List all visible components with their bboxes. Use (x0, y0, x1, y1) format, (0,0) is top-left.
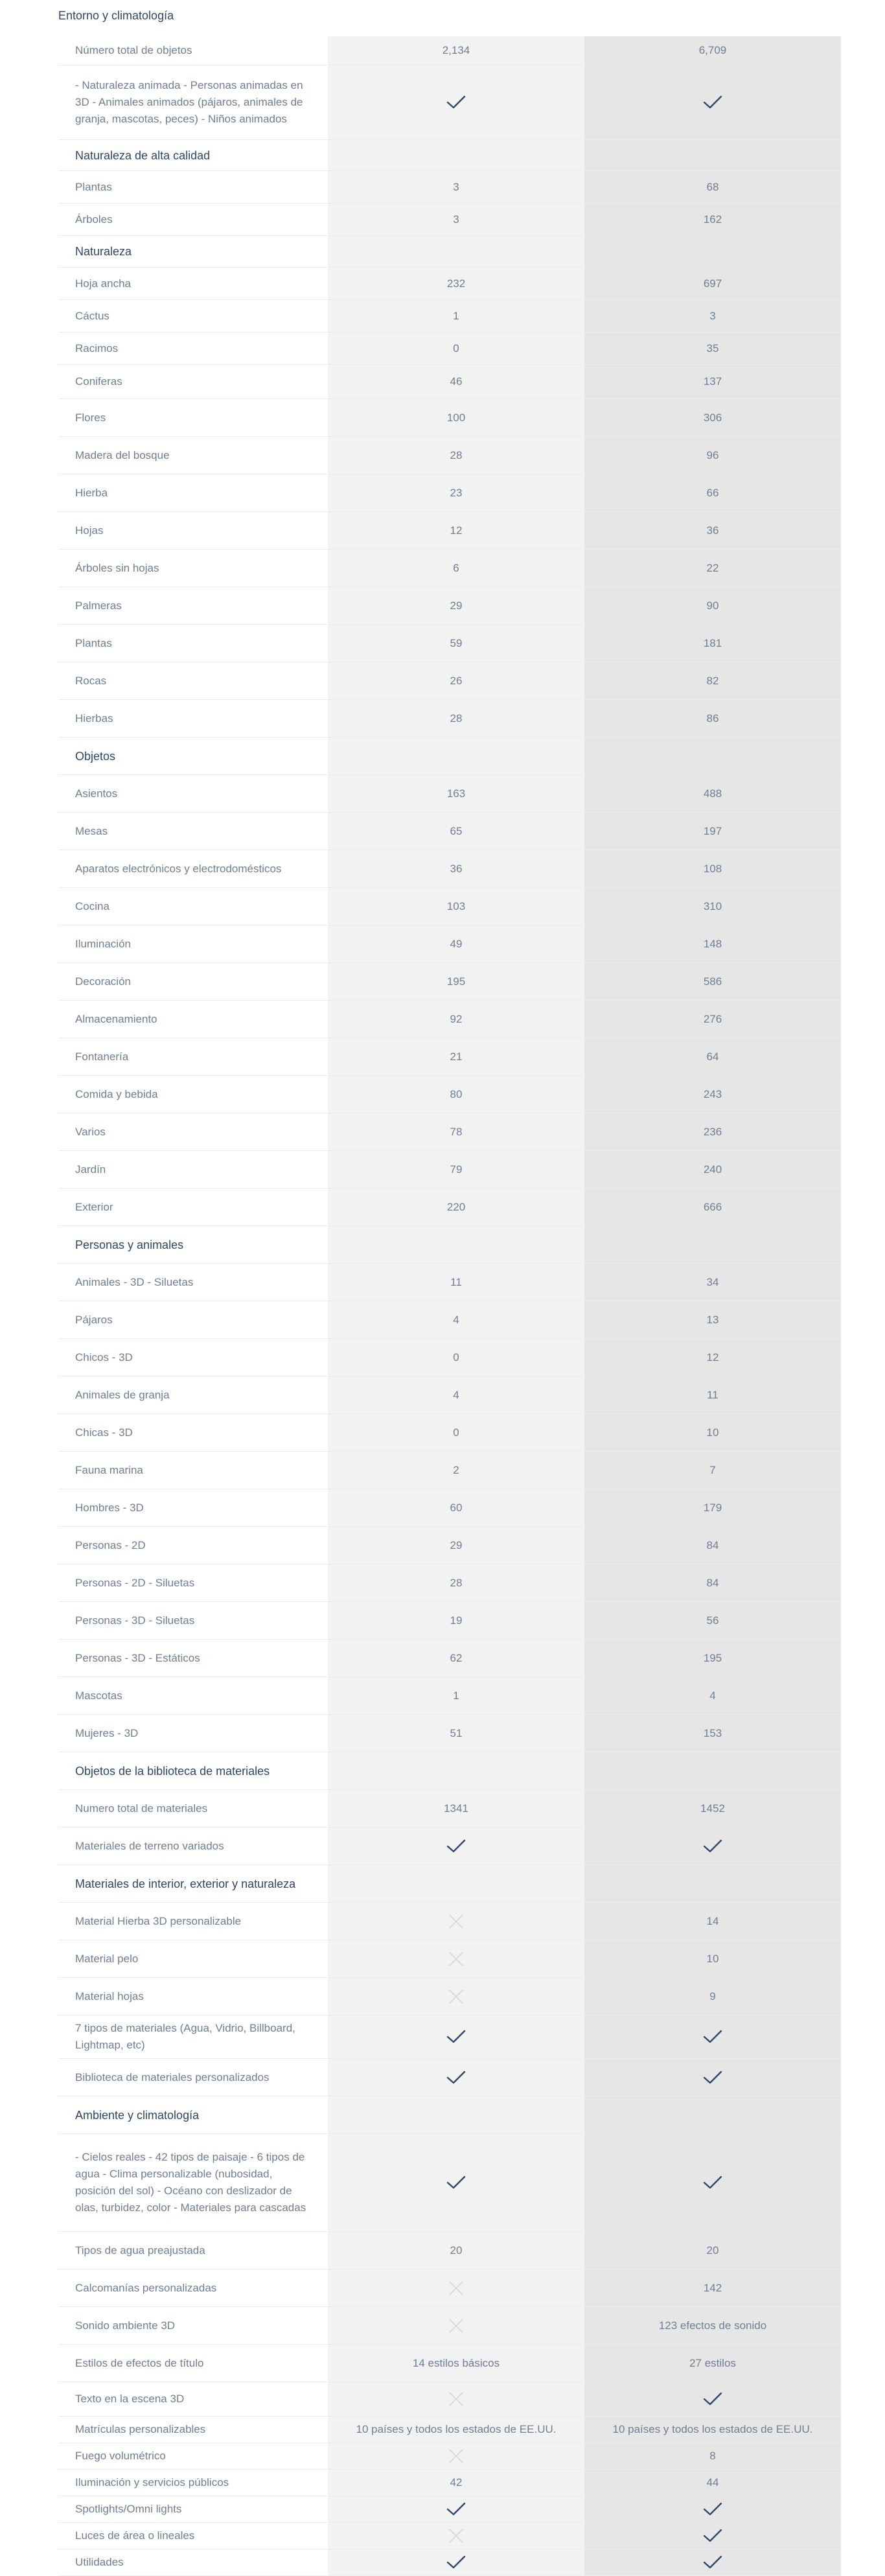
row-label: Exterior (75, 1200, 113, 1213)
empty-cell (584, 737, 841, 774)
row-label: Material Hierba 3D personalizable (75, 1914, 242, 1927)
row-label: Luces de área o lineales (75, 2529, 195, 2542)
table-row (58, 399, 841, 437)
table-row (58, 625, 841, 662)
x-icon (328, 2523, 584, 2549)
empty-cell (584, 1865, 841, 1902)
row-label: Racimos (75, 342, 119, 354)
table-row (58, 1790, 841, 1828)
table-row (58, 775, 841, 813)
row-label: Chicas - 3D (75, 1426, 133, 1439)
cell-value: 28 (450, 448, 463, 461)
empty-cell (328, 1226, 584, 1263)
cell-value: 240 (703, 1163, 722, 1176)
cell-value: 36 (706, 524, 719, 537)
row-label: Varios (75, 1125, 106, 1138)
cell-value: 0 (453, 342, 459, 354)
row-label: Tipos de agua preajustada (75, 2244, 205, 2257)
check-icon (584, 2549, 841, 2575)
cell-value: 10 países y todos los estados de EE.UU. (356, 2423, 557, 2435)
table-row (58, 2549, 841, 2576)
row-label: Iluminación y servicios públicos (75, 2476, 229, 2489)
table-row (58, 2470, 841, 2496)
table-row (58, 2417, 841, 2443)
row-label: Materiales de terreno variados (75, 1839, 224, 1852)
cell-value: 84 (706, 1538, 719, 1551)
x-icon (328, 1903, 584, 1940)
table-row (58, 1452, 841, 1489)
cell-value: 12 (706, 1351, 719, 1363)
table-row (58, 1151, 841, 1189)
row-label: Aparatos electrónicos y electrodomésticos (75, 862, 282, 875)
row-label: Coniferas (75, 375, 122, 388)
row-label: Mesas (75, 824, 108, 837)
cell-value: 96 (706, 448, 719, 461)
table-row (58, 437, 841, 474)
row-label: Personas - 3D - Siluetas (75, 1614, 195, 1627)
cell-value: 60 (450, 1501, 463, 1514)
table-row (58, 171, 841, 203)
row-label: Animales - 3D - Siluetas (75, 1275, 194, 1288)
table-row (58, 550, 841, 587)
table-row (58, 1001, 841, 1038)
section-header-row (58, 1226, 841, 1264)
cell-value: 220 (446, 1200, 466, 1213)
check-icon (328, 2059, 584, 2096)
check-icon (328, 2134, 584, 2231)
cell-value: 137 (703, 375, 722, 388)
section-title: Personas y animales (75, 1238, 184, 1251)
cell-value: 82 (706, 674, 719, 687)
x-icon (328, 2382, 584, 2416)
table-row (58, 1602, 841, 1640)
row-label: Flores (75, 411, 106, 424)
table-row (58, 1376, 841, 1414)
table-row (58, 888, 841, 925)
table-row (58, 2496, 841, 2523)
cell-value: 306 (703, 411, 722, 424)
row-label: Hombres - 3D (75, 1501, 144, 1514)
row-label: - Naturaleza animada - Personas animadas en 3D - Animales animados (pájaros, animales de granja, mascotas, peces) - Niños animados (75, 79, 303, 125)
check-icon (584, 2015, 841, 2058)
section-header-row (58, 737, 841, 775)
cell-value: 232 (446, 277, 466, 290)
row-label: Texto en la escena 3D (75, 2393, 185, 2405)
table-row (58, 300, 841, 332)
check-icon (328, 2015, 584, 2058)
cell-value: 68 (706, 180, 719, 193)
row-label: Biblioteca de materiales personalizados (75, 2071, 270, 2083)
cell-value: 4 (453, 1388, 459, 1401)
cell-value: 103 (446, 899, 466, 912)
cell-value: 488 (703, 787, 722, 800)
table-row (58, 2523, 841, 2549)
cell-value: 666 (703, 1200, 722, 1213)
cell-value: 310 (703, 899, 722, 912)
row-label: Pájaros (75, 1313, 113, 1326)
cell-value: 11 (450, 1275, 462, 1288)
table-row (58, 1677, 841, 1715)
row-label: Jardín (75, 1163, 106, 1176)
cell-value: 56 (706, 1614, 719, 1627)
row-label: Mascotas (75, 1689, 122, 1702)
section-title: Naturaleza (75, 245, 132, 258)
table-row (58, 1564, 841, 1602)
cell-value: 14 estilos básicos (412, 2356, 500, 2369)
row-label: Madera del bosque (75, 448, 170, 461)
cell-value: 142 (703, 2281, 722, 2294)
row-label: Sonido ambiente 3D (75, 2319, 176, 2332)
table-row (58, 813, 841, 850)
section-header-row (58, 140, 841, 171)
cell-value: 276 (703, 1012, 722, 1025)
check-icon (584, 2523, 841, 2549)
x-icon (328, 1978, 584, 2015)
check-icon (584, 1828, 841, 1864)
cell-value: 20 (450, 2244, 463, 2257)
cell-value: 236 (703, 1125, 722, 1138)
row-label: Fuego volumétrico (75, 2450, 166, 2462)
row-label: Hoja ancha (75, 277, 132, 290)
row-label: Fontanería (75, 1050, 129, 1063)
cell-value: 195 (446, 975, 466, 988)
row-label: Árboles (75, 213, 113, 226)
row-label: Hierba (75, 486, 108, 499)
cell-value: 1 (453, 309, 459, 322)
row-label: Personas - 2D - Siluetas (75, 1576, 195, 1589)
cell-value: 19 (450, 1614, 463, 1627)
table-row (58, 332, 841, 365)
section-title: Materiales de interior, exterior y naturaleza (75, 1877, 296, 1890)
cell-value: 10 países y todos los estados de EE.UU. (612, 2423, 813, 2435)
cell-value: 3 (453, 180, 459, 193)
cell-value: 62 (450, 1651, 463, 1664)
cell-value: 29 (450, 1538, 463, 1551)
table-row (58, 1715, 841, 1752)
cell-value: 4 (709, 1689, 716, 1702)
cell-value: 162 (703, 213, 722, 226)
table-row (58, 1113, 841, 1151)
cell-value: 49 (450, 937, 463, 950)
table-row (58, 2443, 841, 2470)
cell-value: 6 (453, 561, 459, 574)
row-label: Calcomanías personalizadas (75, 2281, 217, 2294)
row-label: Utilidades (75, 2556, 124, 2568)
row-label: - Cielos reales - 42 tipos de paisaje - 6 tipos de agua - Clima personalizable (nubosidad, posición del sol) - Océano con deslizador de olas, turbidez, color - Materiales para cascadas (75, 2151, 306, 2214)
cell-value: 22 (706, 561, 719, 574)
table-row (58, 662, 841, 700)
row-label: Plantas (75, 180, 112, 193)
cell-value: 28 (450, 712, 463, 725)
table-row (58, 268, 841, 300)
empty-cell (328, 1752, 584, 1789)
table-row (58, 36, 841, 65)
cell-value: 0 (453, 1351, 459, 1363)
empty-cell (328, 2096, 584, 2133)
section-header-row (58, 1752, 841, 1790)
cell-value: 195 (703, 1651, 722, 1664)
cell-value: 9 (709, 1990, 716, 2002)
check-icon (328, 2549, 584, 2575)
x-icon (328, 2443, 584, 2469)
row-label: Matrículas personalizables (75, 2423, 206, 2435)
table-row (58, 1301, 841, 1339)
cell-value: 84 (706, 1576, 719, 1589)
table-row (58, 963, 841, 1001)
row-label: 7 tipos de materiales (Agua, Vidrio, Billboard, Lightmap, etc) (75, 2022, 295, 2051)
cell-value: 148 (703, 937, 722, 950)
row-label: Asientos (75, 787, 118, 800)
cell-value: 10 (706, 1426, 719, 1439)
row-label: Estilos de efectos de título (75, 2356, 204, 2369)
cell-value: 181 (703, 636, 722, 649)
cell-value: 3 (709, 309, 716, 322)
row-label: Iluminación (75, 937, 131, 950)
cell-value: 36 (450, 862, 463, 875)
x-icon (328, 2307, 584, 2344)
x-icon (328, 2269, 584, 2306)
table-row (58, 2134, 841, 2232)
cell-value: 1341 (444, 1802, 468, 1815)
row-label: Número total de objetos (75, 44, 192, 56)
table-row (58, 2269, 841, 2307)
check-icon (328, 65, 584, 139)
cell-value: 65 (450, 824, 463, 837)
cell-value: 2 (453, 1463, 459, 1476)
section-title: Objetos (75, 749, 116, 763)
comparison-table (58, 36, 841, 2576)
cell-value: 163 (446, 787, 466, 800)
cell-value: 108 (703, 862, 722, 875)
cell-value: 34 (706, 1275, 719, 1288)
row-label: Animales de granja (75, 1388, 170, 1401)
section-header-row (58, 236, 841, 268)
cell-value: 12 (450, 524, 463, 537)
row-label: Personas - 3D - Estáticos (75, 1651, 200, 1664)
table-row (58, 587, 841, 625)
cell-value: 6,709 (698, 44, 727, 56)
row-label: Fauna marina (75, 1463, 143, 1476)
row-label: Mujeres - 3D (75, 1726, 139, 1739)
check-icon (328, 2496, 584, 2522)
section-title: Naturaleza de alta calidad (75, 148, 211, 162)
cell-value: 59 (450, 636, 463, 649)
cell-value: 21 (450, 1050, 463, 1063)
table-row (58, 850, 841, 888)
cell-value: 153 (703, 1726, 722, 1739)
cell-value: 3 (453, 213, 459, 226)
section-title: Objetos de la biblioteca de materiales (75, 1764, 270, 1778)
empty-cell (584, 236, 841, 267)
table-row (58, 1489, 841, 1527)
cell-value: 13 (706, 1313, 719, 1326)
row-label: Rocas (75, 674, 107, 687)
empty-cell (584, 140, 841, 170)
table-row (58, 2307, 841, 2345)
row-label: Cocina (75, 899, 109, 912)
cell-value: 66 (706, 486, 719, 499)
table-row (58, 1189, 841, 1226)
row-label: Material hojas (75, 1990, 144, 2002)
cell-value: 35 (706, 342, 719, 354)
row-label: Comida y bebida (75, 1087, 158, 1100)
cell-value: 79 (450, 1163, 463, 1176)
cell-value: 92 (450, 1012, 463, 1025)
cell-value: 46 (450, 375, 463, 388)
table-row (58, 1640, 841, 1677)
table-row (58, 1414, 841, 1452)
empty-cell (584, 2096, 841, 2133)
empty-cell (328, 236, 584, 267)
row-label: Chicos - 3D (75, 1351, 133, 1363)
table-row (58, 2382, 841, 2417)
row-label: Spotlights/Omni lights (75, 2503, 182, 2515)
table-row (58, 2059, 841, 2096)
cell-value: 27 estilos (689, 2356, 736, 2369)
cell-value: 123 efectos de sonido (658, 2319, 767, 2332)
row-label: Plantas (75, 636, 112, 649)
check-icon (584, 65, 841, 139)
cell-value: 11 (707, 1388, 718, 1401)
cell-value: 197 (703, 824, 722, 837)
page-title: Entorno y climatología (58, 9, 174, 22)
row-label: Personas - 2D (75, 1538, 146, 1551)
empty-cell (328, 140, 584, 170)
table-row (58, 1264, 841, 1301)
check-icon (584, 2059, 841, 2096)
section-header-row (58, 1865, 841, 1903)
cell-value: 90 (706, 599, 719, 612)
cell-value: 78 (450, 1125, 463, 1138)
cell-value: 28 (450, 1576, 463, 1589)
x-icon (328, 1940, 584, 1977)
table-row (58, 700, 841, 737)
check-icon (584, 2382, 841, 2416)
cell-value: 586 (703, 975, 722, 988)
section-title: Ambiente y climatología (75, 2108, 200, 2122)
cell-value: 1452 (700, 1802, 725, 1815)
cell-value: 7 (709, 1463, 716, 1476)
table-row (58, 1038, 841, 1076)
row-label: Cáctus (75, 309, 109, 322)
cell-value: 243 (703, 1087, 722, 1100)
row-label: Numero total de materiales (75, 1802, 208, 1815)
cell-value: 100 (446, 411, 466, 424)
cell-value: 42 (450, 2476, 463, 2489)
row-label: Árboles sin hojas (75, 561, 159, 574)
cell-value: 86 (706, 712, 719, 725)
check-icon (584, 2496, 841, 2522)
table-row (58, 2345, 841, 2382)
cell-value: 14 (706, 1914, 719, 1927)
empty-cell (584, 1226, 841, 1263)
row-label: Material pelo (75, 1952, 139, 1965)
row-label: Hojas (75, 524, 104, 537)
cell-value: 23 (450, 486, 463, 499)
table-row (58, 1339, 841, 1376)
check-icon (328, 1828, 584, 1864)
empty-cell (328, 1865, 584, 1902)
table-row (58, 2015, 841, 2059)
empty-cell (584, 1752, 841, 1789)
table-row (58, 2232, 841, 2269)
cell-value: 4 (453, 1313, 459, 1326)
cell-value: 1 (453, 1689, 459, 1702)
cell-value: 697 (703, 277, 722, 290)
cell-value: 8 (709, 2450, 716, 2462)
cell-value: 29 (450, 599, 463, 612)
cell-value: 80 (450, 1087, 463, 1100)
cell-value: 64 (706, 1050, 719, 1063)
cell-value: 0 (453, 1426, 459, 1439)
row-label: Palmeras (75, 599, 122, 612)
table-row (58, 1903, 841, 1940)
table-row (58, 365, 841, 399)
empty-cell (328, 737, 584, 774)
table-row (58, 65, 841, 140)
cell-value: 26 (450, 674, 463, 687)
section-header-row (58, 2096, 841, 2134)
cell-value: 51 (450, 1726, 463, 1739)
check-icon (584, 2134, 841, 2231)
table-row (58, 925, 841, 963)
cell-value: 20 (706, 2244, 719, 2257)
cell-value: 179 (703, 1501, 722, 1514)
cell-value: 2,134 (442, 44, 470, 56)
table-row (58, 1978, 841, 2015)
cell-value: 10 (706, 1952, 719, 1965)
table-row (58, 1828, 841, 1865)
row-label: Almacenamiento (75, 1012, 157, 1025)
row-label: Decoración (75, 975, 131, 988)
table-row (58, 1527, 841, 1564)
table-row (58, 474, 841, 512)
table-row (58, 1940, 841, 1978)
cell-value: 44 (706, 2476, 719, 2489)
table-row (58, 203, 841, 236)
row-label: Hierbas (75, 712, 113, 725)
table-row (58, 512, 841, 550)
table-row (58, 1076, 841, 1113)
